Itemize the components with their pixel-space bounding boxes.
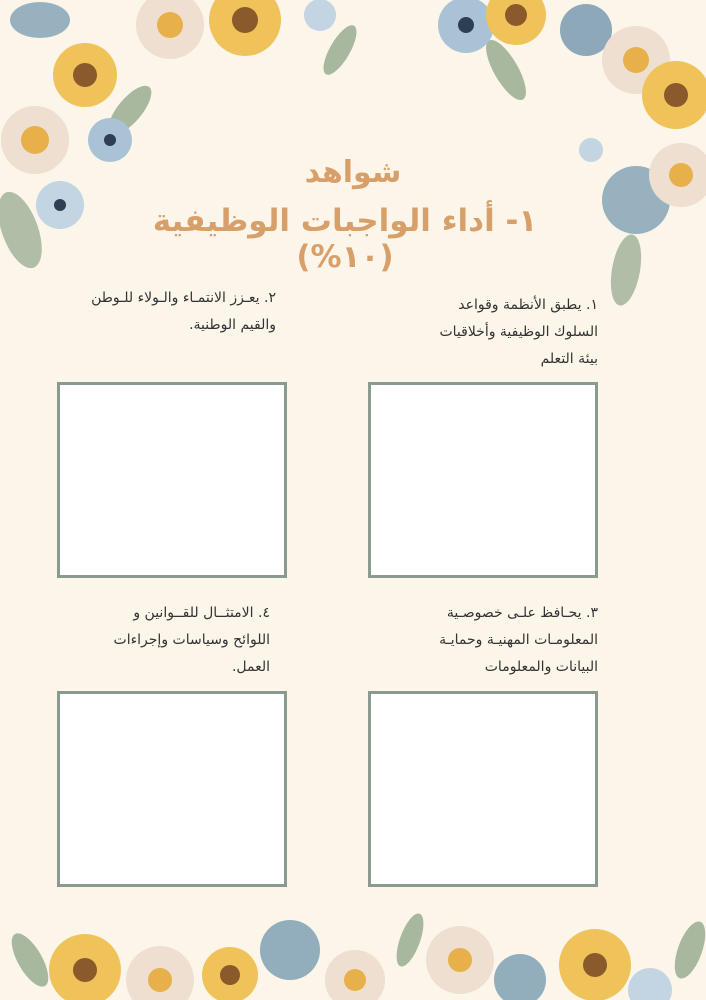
item-3-line-2: المعلومـات المهنيـة وحمايـة	[439, 632, 598, 648]
item-3-photo-frame[interactable]	[368, 691, 598, 887]
item-4-caption	[60, 600, 270, 681]
item-2-line-2: والقيم الوطنية.	[189, 317, 276, 333]
item-3-caption	[380, 600, 598, 681]
item-4-line-3: العمل.	[231, 659, 270, 675]
item-2-line-1: ٢. يعـزز الانتمـاء والـولاء للـوطن	[91, 290, 276, 306]
item-1-line-1: ١. يطبق الأنظمة وقواعد	[458, 297, 598, 313]
item-4-line-1: ٤. الامتثــال للقــوانين و	[133, 605, 270, 621]
item-2-caption	[60, 285, 276, 339]
item-1-line-3: بيئة التعلم	[540, 351, 598, 367]
page-subtitle: ١- أداء الواجبات الوظيفية (١٠%)	[152, 203, 538, 275]
item-1-photo-frame[interactable]	[368, 382, 598, 578]
item-4-line-2: اللوائح وسياسات وإجراءات	[113, 632, 270, 648]
floral-bottom	[0, 900, 706, 1000]
page-title: شواهد	[304, 155, 402, 190]
floral-top-center	[120, 0, 380, 90]
item-4-photo-frame[interactable]	[57, 691, 287, 887]
item-2-photo-frame[interactable]	[57, 382, 287, 578]
item-1-caption	[380, 292, 598, 373]
item-3-line-1: ٣. يحـافظ علـى خصوصـية	[446, 605, 598, 621]
item-3-line-3: البيانات والمعلومات	[484, 659, 598, 675]
item-1-line-2: السلوك الوظيفية وأخلاقيات	[439, 324, 598, 340]
